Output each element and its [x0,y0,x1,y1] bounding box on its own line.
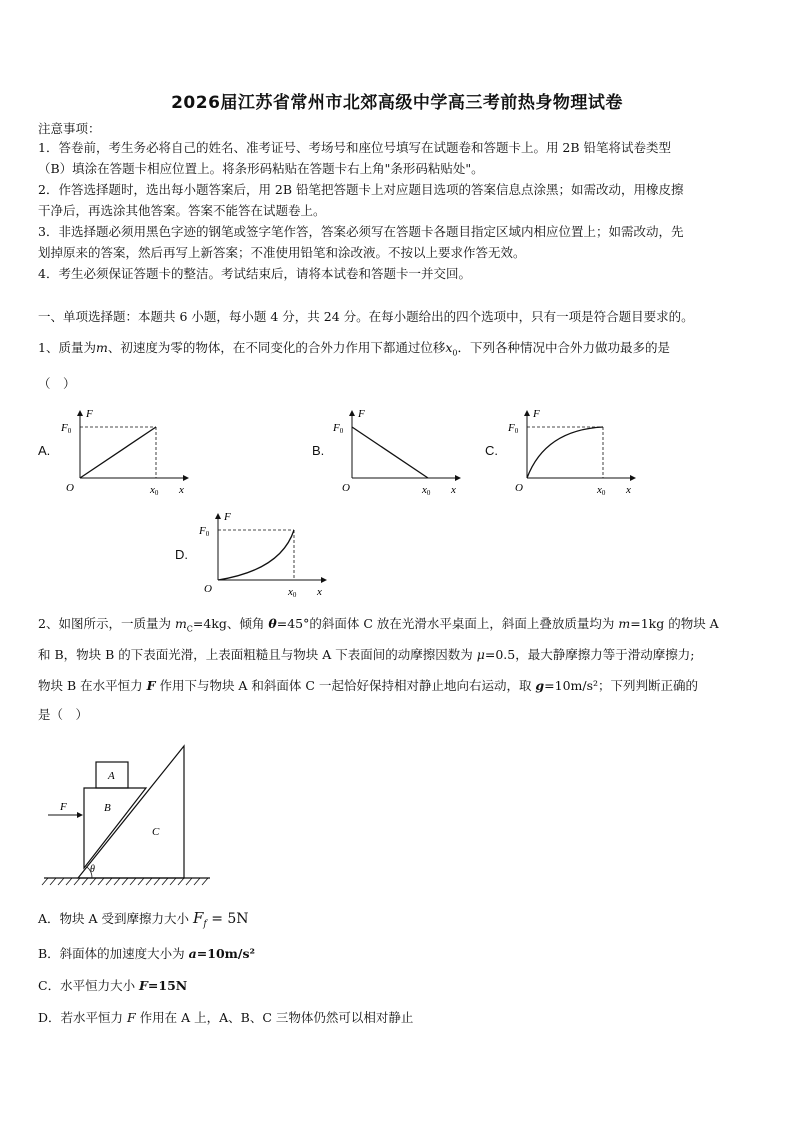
q2-option-text: A．物块 A 受到摩擦力大小 [38,911,193,926]
axis-label-x: x [626,484,631,495]
q2-theta-symbol: θ [268,616,277,631]
label-c: C [152,826,160,838]
axis-label-x: x [451,484,456,495]
q2-option-text: 作用在 A 上，A、B、C 三物体仍然可以相对静止 [135,1010,414,1025]
q2-text: =4kg、倾角 [192,616,269,631]
q1-text-b: 、初速度为零的物体，在不同变化的合外力作用下都通过位移 [107,340,446,355]
axis-label-f: F [358,408,365,420]
q2-option-sub: f [203,919,207,930]
q2-text: =45°的斜面体 C 放在光滑水平桌面上，斜面上叠放质量均为 [276,616,619,631]
block-b [84,788,146,868]
q2-option-text: D．若水平恒力 [38,1010,127,1025]
label-x0: x0 [288,586,297,599]
label-f0: F0 [508,422,519,435]
q1-option-c-label: C. [485,443,498,458]
label-f0: F0 [199,525,210,538]
axis-label-f: F [86,408,93,420]
label-f0: F0 [61,422,72,435]
q2-option-text: =10m/s² [196,946,255,961]
question-2-line-1 [38,616,719,638]
q2-mc-sub: C [186,624,193,634]
q2-option-b [38,946,255,962]
q1-option-b-label: B. [312,443,325,458]
label-f0: F0 [333,422,344,435]
force-curve [527,427,603,478]
q2-option-text: =15N [147,978,188,993]
q1-x0-symbol: x [445,340,453,355]
origin-label: O [515,482,523,494]
force-curve [352,427,428,478]
notice-line-1: 1．答卷前，考生务必将自己的姓名、准考证号、考场号和座位号填写在试题卷和答题卡上。用 2B 铅笔将试卷类型 [38,140,672,155]
axis-label-f: F [224,511,231,523]
label-theta: θ [90,864,95,875]
force-curve [218,530,294,580]
q2-option-symbol: F [192,909,204,927]
q1-graph-d [196,510,336,600]
q2-option-a [38,910,249,933]
q1-option-a-label: A. [38,443,51,458]
question-2-line-3 [38,678,698,694]
q2-option-symbol: F [127,1010,136,1025]
origin-label: O [204,583,212,595]
axis-label-x: x [179,484,184,495]
notice-line-7: 4．考生必须保证答题卡的整洁。考试结束后，请将本试卷和答题卡一并交回。 [38,266,471,281]
q2-text: 和 B，物块 B 的下表面光滑，上表面粗糙且与物块 A 下表面间的动摩擦因数为 [38,647,477,662]
q2-mu-symbol: μ [476,647,485,662]
q2-text: 2、如图所示，一质量为 [38,616,175,631]
q2-m-symbol: m [618,616,631,631]
wedge-c [78,746,184,878]
notice-heading: 注意事项： [38,121,101,136]
q2-text: =0.5，最大静摩擦力等于滑动摩擦力; [484,647,695,662]
question-1-stem [38,340,670,362]
q1-text-c: ．下列各种情况中合外力做功最多的是 [457,340,670,355]
notice-line-6: 划掉原来的答案，然后再写上新答案；不准使用铅笔和涂改液。不按以上要求作答无效。 [38,245,526,260]
q1-mass-symbol: m [95,340,108,355]
q2-text: =10m/s²；下列判断正确的 [544,678,699,693]
label-b: B [104,802,111,814]
notice-line-3: 2．作答选择题时，选出每小题答案后，用 2B 铅笔把答题卡上对应题目选项的答案信息点涂黑；如需改动，用橡皮擦 [38,182,684,197]
q2-g-symbol: g [535,678,545,693]
q2-f-symbol: F [146,678,156,693]
q1-option-d-label: D. [175,547,188,562]
label-x0: x0 [597,484,606,495]
force-curve [80,427,156,478]
q2-text: 物块 B 在水平恒力 [38,678,147,693]
ground-hatching [42,878,208,885]
q1-answer-paren: （ ） [38,376,76,391]
question-2-line-2 [38,647,694,663]
label-f: F [60,801,67,813]
q2-option-d [38,1010,413,1026]
question-2-line-4: 是（ ） [38,707,89,722]
q2-option-symbol: F [139,978,148,993]
q2-option-text: = 5N [206,911,249,927]
origin-label: O [66,482,74,494]
q2-text: 作用下与物块 A 和斜面体 C 一起恰好保持相对静止地向右运动，取 [155,678,536,693]
q2-mc-symbol: m [174,616,187,631]
section-heading: 一、单项选择题：本题共 6 小题，每小题 4 分，共 24 分。在每小题给出的四个选项中，只有一项是符合题目要求的。 [38,309,694,324]
label-x0: x0 [150,484,159,495]
axis-label-x: x [317,586,322,598]
notice-line-4: 干净后，再选涂其他答案。答案不能答在试题卷上。 [38,203,326,218]
q2-option-text: C．水平恒力大小 [38,978,140,993]
axis-label-f: F [533,408,540,420]
page-title: 2026届江苏省常州市北郊高级中学高三考前热身物理试卷 [171,93,623,113]
notice-line-5: 3．非选择题必须用黑色字迹的钢笔或签字笔作答，答案必须写在答题卡各题目指定区域内相应位置上；如需改动，先 [38,224,684,239]
q1-graph-b [330,405,470,495]
q2-option-symbol: a [188,946,197,961]
q2-incline-figure [40,740,220,890]
q1-graph-a [58,405,198,495]
q2-option-text: B．斜面体的加速度大小为 [38,946,189,961]
label-a: A [108,770,115,782]
q2-text: =1kg 的物块 A [630,616,719,631]
q1-graph-c [505,405,645,495]
notice-line-2: （B）填涂在答题卡相应位置上。将条形码粘贴在答题卡右上角"条形码粘贴处"。 [38,161,484,176]
origin-label: O [342,482,350,494]
q1-text-a: 1、质量为 [38,340,96,355]
label-x0: x0 [422,484,431,495]
q2-option-c [38,978,187,994]
q1-x0-sub: 0 [452,348,458,358]
